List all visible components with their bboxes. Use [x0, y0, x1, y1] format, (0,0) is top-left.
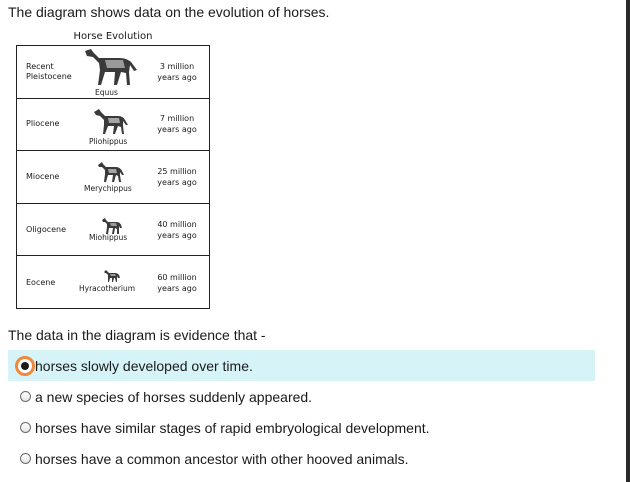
answer-option-label: horses slowly developed over time.	[35, 357, 253, 374]
answer-option-1[interactable]	[8, 350, 595, 381]
era-row-miocene	[17, 151, 209, 204]
answer-option-label: horses have similar stages of rapid embryological development.	[35, 419, 430, 436]
horse-name: Hyracotherium	[79, 284, 136, 294]
era-name: Miocene	[26, 171, 60, 181]
horse-medium-icon	[93, 108, 129, 136]
horse-small-icon	[97, 161, 125, 183]
horse-tiny-icon	[103, 269, 121, 283]
radio-button[interactable]	[20, 391, 31, 402]
figure-title: Horse Evolution	[73, 31, 153, 42]
answer-option-4[interactable]	[8, 443, 595, 474]
radio-button[interactable]	[20, 453, 31, 464]
era-name: Oligocene	[26, 224, 67, 234]
answer-options	[8, 350, 595, 474]
horse-name: Pliohippus	[89, 136, 128, 146]
radio-dot-icon	[21, 362, 29, 370]
radio-button[interactable]	[20, 422, 31, 433]
era-row-oligocene	[17, 204, 209, 257]
horse-name: Equus	[95, 88, 118, 97]
era-row-recent-pleistocene	[17, 46, 209, 99]
answer-option-label: a new species of horses suddenly appeared.	[35, 388, 313, 405]
era-row-eocene	[17, 256, 209, 309]
era-name: Eocene	[26, 277, 56, 287]
horse-name: Merychippus	[84, 184, 132, 194]
era-name: Recent Pleistocene	[26, 61, 72, 81]
answer-option-label: horses have a common ancestor with other hooved animals.	[35, 450, 409, 467]
time-ago: 40 million years ago	[157, 219, 197, 240]
answer-option-3[interactable]	[8, 412, 595, 443]
window-edge	[626, 0, 630, 482]
time-ago: 3 million years ago	[157, 61, 197, 82]
horse-evolution-diagram	[16, 45, 210, 309]
time-ago: 25 million years ago	[157, 166, 197, 187]
era-row-pliocene	[17, 99, 209, 152]
horse-name: Miohippus	[89, 232, 128, 242]
horse-large-icon	[83, 48, 139, 90]
time-ago: 60 million years ago	[157, 272, 197, 293]
question-text: The data in the diagram is evidence that -	[8, 327, 266, 343]
radio-button-selected[interactable]	[15, 356, 35, 376]
era-name: Pliocene	[26, 119, 60, 129]
prompt-text: The diagram shows data on the evolution of horses.	[8, 4, 330, 20]
answer-option-2[interactable]	[8, 381, 595, 412]
time-ago: 7 million years ago	[157, 114, 197, 135]
